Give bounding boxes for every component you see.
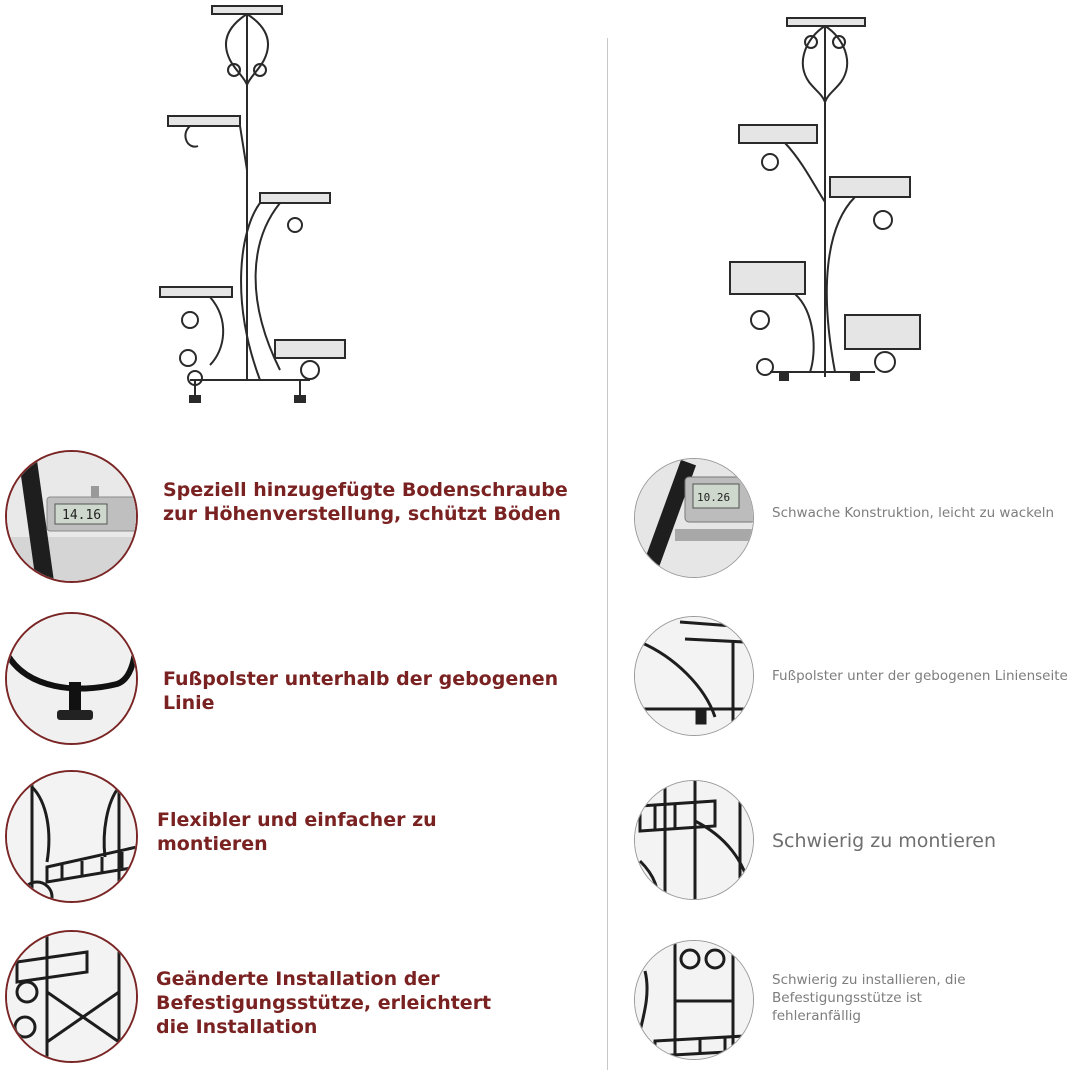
right-caliper-detail-image [634,458,754,578]
left-feature-2-text: Fußpolster unterhalb der gebogenen Linie [163,668,559,714]
support-brace-icon [7,932,138,1063]
five-tier-metal-plant-stand-icon [725,12,925,387]
left-plant-stand-image [150,0,360,410]
left-feature-3-text: Flexibler und einfacher zu montieren [157,809,437,855]
shelf-frame-icon [7,772,138,903]
left-feature-4-text: Geänderte Installation der Befestigungsstütze, erleichtert die Installation [156,968,492,1038]
left-support-detail-image [5,930,138,1063]
comparison-divider [607,38,608,1070]
caliper-reading-right: 10.26 [697,491,731,504]
foot-pad-curve-icon [635,617,754,736]
left-foot-pad-detail-image [5,612,138,745]
left-feature-1-text: Speziell hinzugefügte Bodenschraube zur Höhenverstellung, schützt Böden [163,479,568,525]
scroll-support-icon [635,941,754,1060]
right-feature-1-text: Schwache Konstruktion, leicht zu wackeln [772,505,1055,521]
right-feature-2-text: Fußpolster unter der gebogenen Linienseite [772,668,1068,684]
foot-pad-screw-icon [7,614,138,745]
left-caliper-detail-image [5,450,138,583]
digital-caliper-10-26-icon [635,459,754,578]
shelf-frame-icon [635,781,754,900]
right-shelf-detail-image [634,780,754,900]
right-feature-4-text: Schwierig zu installieren, die Befestigungsstütze ist fehleranfällig [772,972,966,1024]
right-plant-stand-image [725,12,925,387]
five-tier-metal-plant-stand-icon [150,0,360,410]
right-foot-pad-detail-image [634,616,754,736]
right-support-detail-image [634,940,754,1060]
caliper-reading-left: 14.16 [62,508,102,523]
right-feature-3-text: Schwierig zu montieren [772,830,997,852]
digital-caliper-14-16-icon [7,452,138,583]
left-shelf-detail-image [5,770,138,903]
